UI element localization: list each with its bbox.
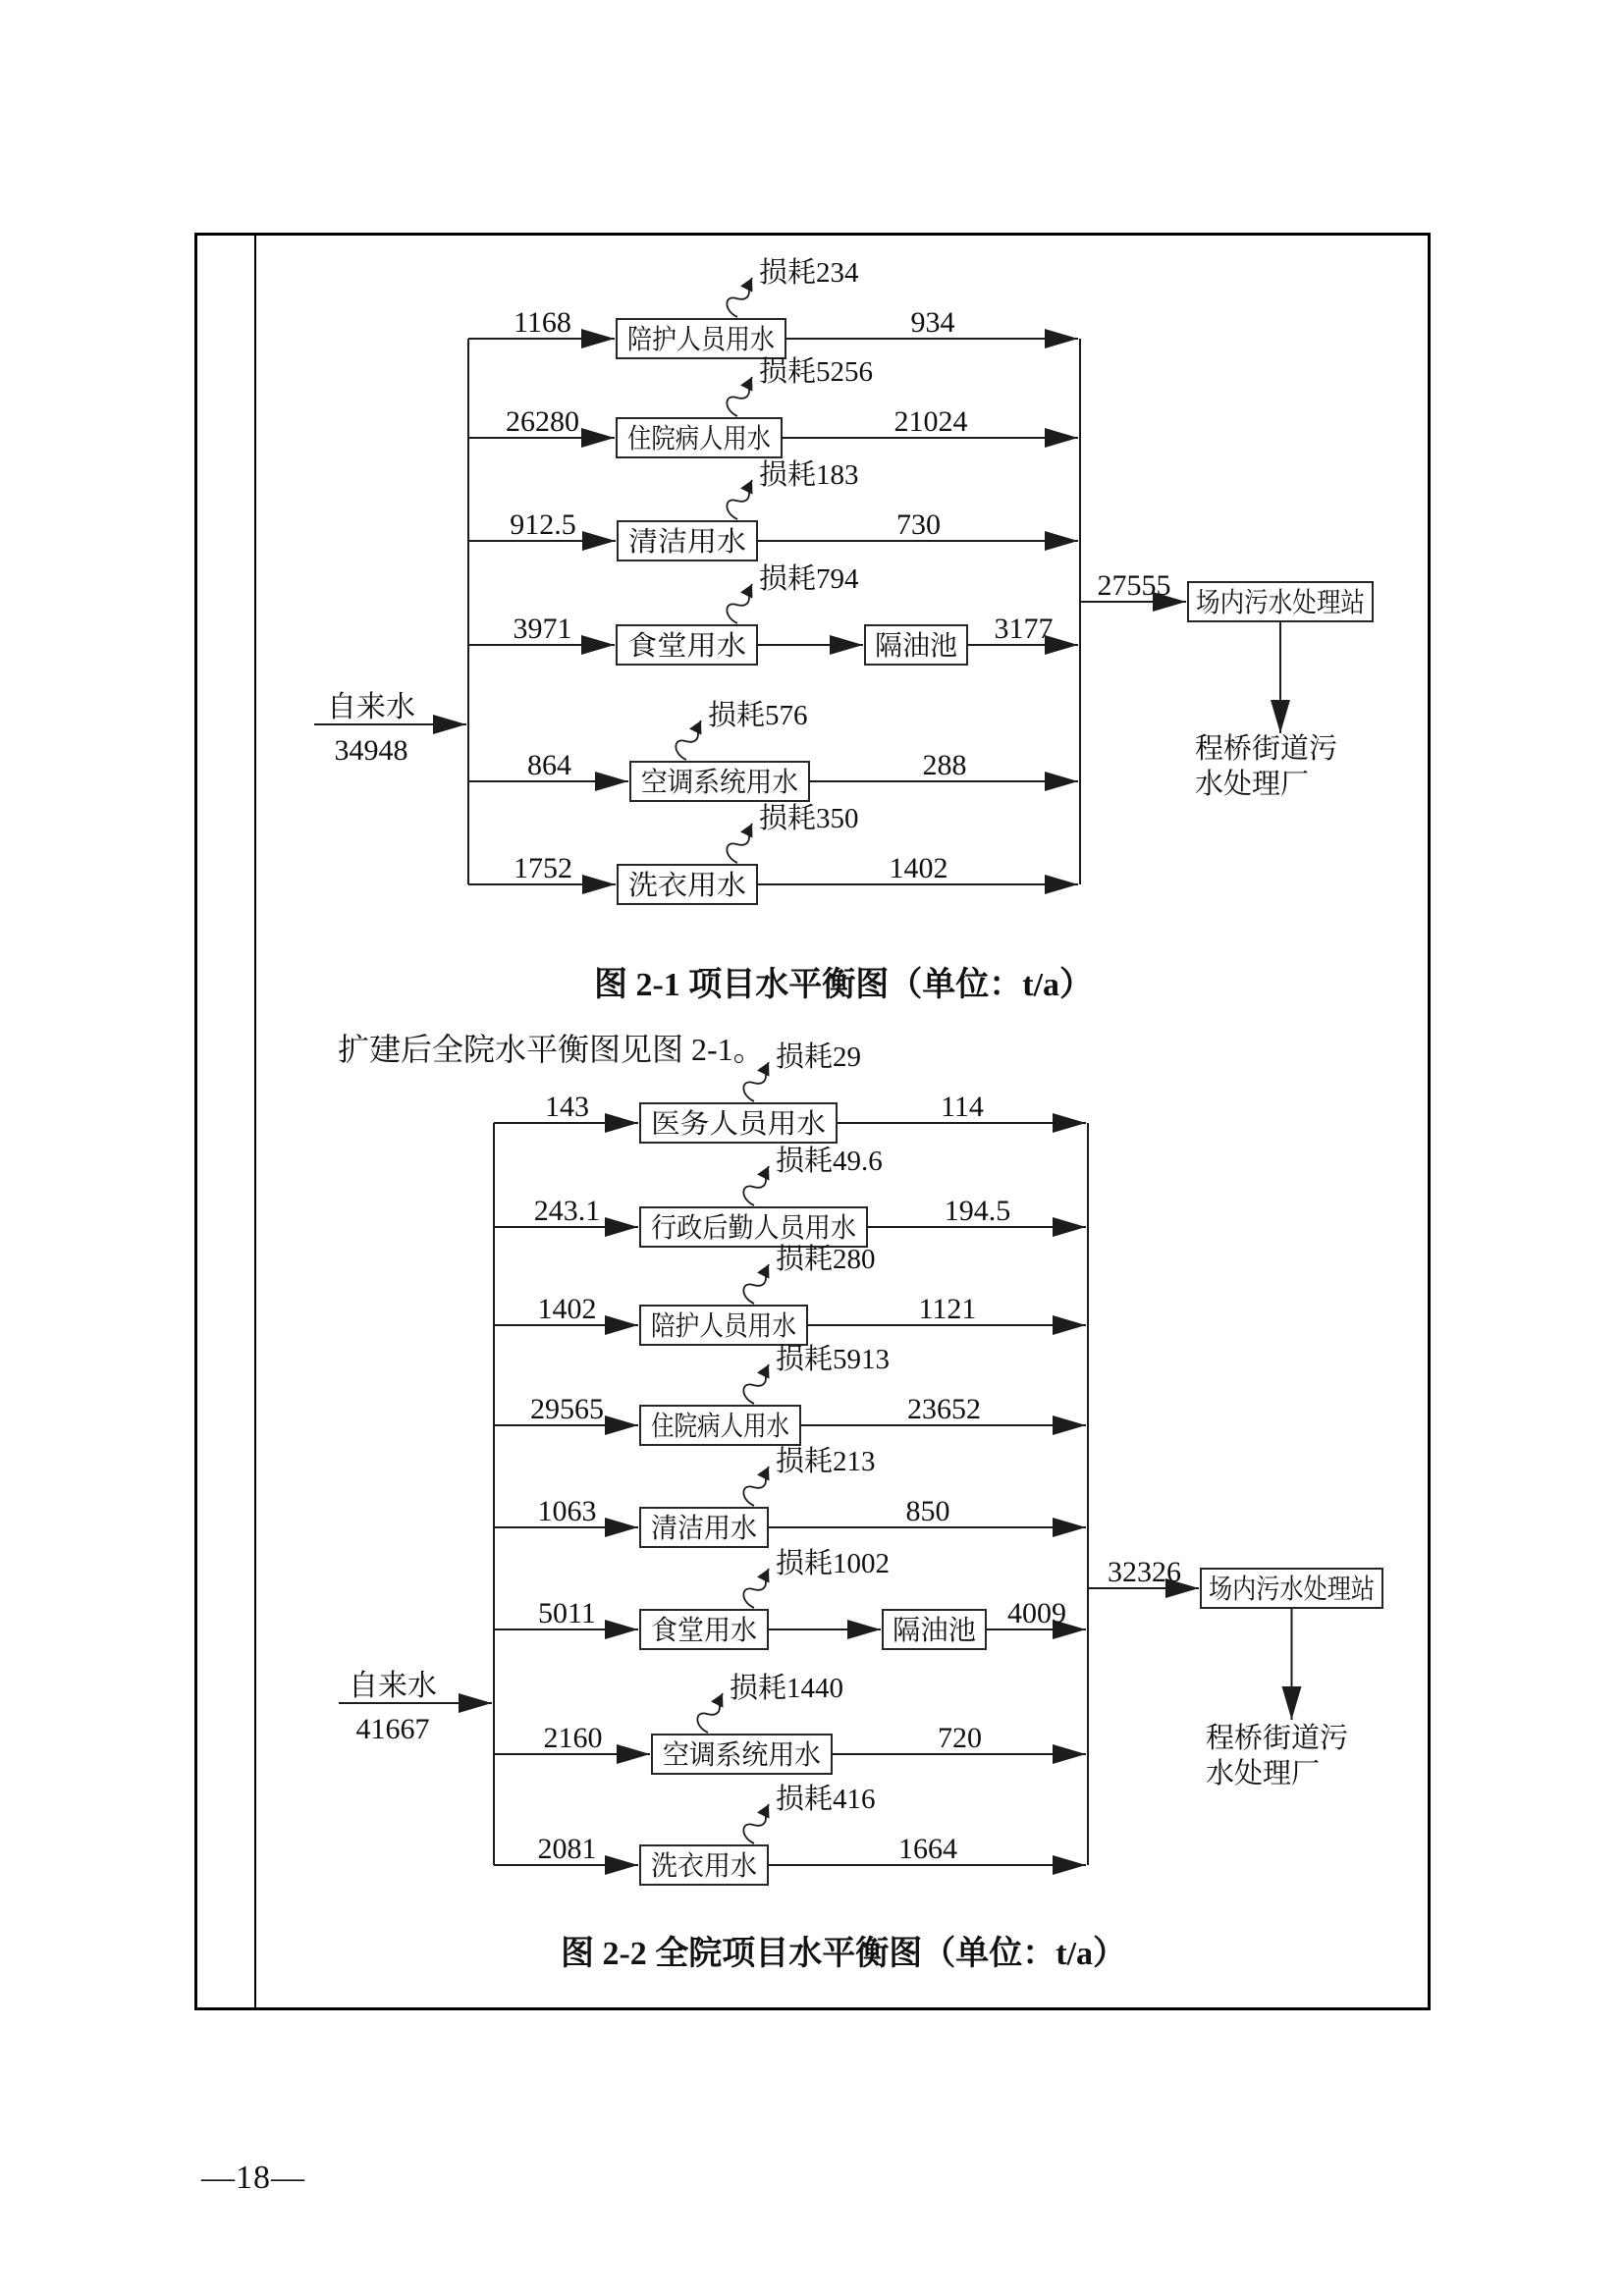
- usage-label: 住院病人用水: [627, 424, 793, 454]
- inflow-value: 864: [527, 749, 571, 781]
- usage-label: 陪护人员用水: [651, 1311, 817, 1342]
- usage-label: 洗衣用水: [651, 1851, 762, 1882]
- outflow-value: 194.5: [944, 1195, 1011, 1227]
- inflow-value: 3971: [513, 613, 572, 645]
- usage-label: 清洁用水: [628, 527, 739, 558]
- inflow-value: 1063: [537, 1495, 597, 1527]
- loss-value: 损耗5913: [776, 1344, 891, 1375]
- downstream-plant-label: 程桥街道污水处理厂: [1206, 1723, 1349, 1789]
- source-value: 41667: [355, 1713, 430, 1745]
- loss-arrow: [727, 480, 752, 519]
- flow-row: [494, 1547, 1086, 1649]
- loss-value: 损耗416: [776, 1784, 876, 1815]
- loss-arrow: [727, 377, 752, 416]
- outflow-value: 288: [922, 749, 967, 781]
- flow-row: [468, 256, 1078, 358]
- outflow-value: 720: [938, 1722, 982, 1754]
- inflow-value: 1168: [514, 306, 571, 339]
- inflow-value: 243.1: [533, 1195, 601, 1227]
- loss-value: 损耗49.6: [776, 1146, 883, 1177]
- loss-value: 损耗29: [776, 1041, 862, 1073]
- flow-row: [494, 1672, 1086, 1774]
- loss-arrow: [697, 1693, 723, 1733]
- outflow-value: 3177: [994, 613, 1054, 645]
- flow-row: [494, 1445, 1086, 1547]
- outflow-value: 934: [910, 306, 955, 339]
- treatment-station-label: 场内污水处理站: [1196, 588, 1389, 618]
- figure-2-2-diagram: [339, 1041, 1402, 1885]
- inflow-value: 1752: [514, 852, 572, 884]
- loss-arrow: [743, 1364, 769, 1404]
- grease-trap-label: 隔油池: [893, 1616, 976, 1646]
- loss-arrow: [743, 1569, 769, 1608]
- usage-label: 食堂用水: [651, 1616, 762, 1646]
- inflow-value: 2160: [543, 1722, 603, 1754]
- loss-arrow: [727, 278, 752, 317]
- page-number: —18—: [201, 2160, 305, 2196]
- total-outflow-value: 32326: [1108, 1556, 1181, 1588]
- loss-value: 损耗234: [759, 257, 859, 289]
- flow-row: [494, 1243, 1086, 1345]
- figure-2-1-caption: 图 2-1 项目水平衡图（单位：t/a）: [593, 967, 1094, 1003]
- usage-label: 清洁用水: [651, 1514, 762, 1544]
- outflow-value: 1121: [918, 1293, 977, 1325]
- usage-label: 洗衣用水: [628, 871, 739, 901]
- outflow-value: 21024: [893, 405, 968, 438]
- loss-value: 损耗280: [776, 1244, 876, 1275]
- outflow-value: 23652: [907, 1393, 981, 1425]
- usage-label: 陪护人员用水: [627, 325, 793, 355]
- flow-row: [468, 699, 1078, 801]
- figure-2-2-caption: 图 2-2 全院项目水平衡图（单位：t/a）: [560, 1936, 1127, 1972]
- inflow-value: 26280: [506, 405, 579, 438]
- flow-row: [494, 1145, 1086, 1247]
- flow-row: [468, 802, 1078, 904]
- usage-label: 食堂用水: [627, 631, 738, 662]
- usage-label: 住院病人用水: [651, 1412, 817, 1442]
- outflow-value: 114: [941, 1091, 984, 1123]
- inflow-value: 5011: [538, 1597, 596, 1629]
- outflow-value: 730: [896, 508, 941, 541]
- flow-row: [494, 1783, 1086, 1885]
- inflow-value: 912.5: [510, 508, 576, 541]
- loss-arrow: [727, 584, 752, 623]
- figure-2-1-diagram: [314, 256, 1389, 904]
- note-text: 扩建后全院水平衡图见图 2-1。: [338, 1032, 765, 1067]
- loss-arrow: [743, 1467, 769, 1506]
- loss-value: 损耗5256: [759, 356, 874, 388]
- loss-arrow: [743, 1166, 769, 1205]
- loss-value: 损耗213: [776, 1446, 876, 1477]
- loss-value: 损耗576: [708, 700, 808, 731]
- inflow-value: 143: [545, 1091, 589, 1123]
- total-outflow-value: 27555: [1097, 569, 1171, 602]
- loss-value: 损耗1440: [730, 1673, 844, 1704]
- outflow-value: 850: [905, 1495, 950, 1527]
- flow-row: [468, 355, 1078, 457]
- source-label: 自来水: [349, 1670, 437, 1702]
- inflow-value: 1402: [537, 1293, 597, 1325]
- flow-row: [494, 1343, 1086, 1445]
- usage-label: 空调系统用水: [663, 1740, 829, 1771]
- grease-trap-label: 隔油池: [875, 631, 958, 662]
- source-value: 34948: [334, 734, 408, 767]
- outflow-value: 1664: [898, 1833, 957, 1865]
- inflow-value: 29565: [530, 1393, 604, 1425]
- usage-label: 行政后勤人员用水: [651, 1213, 872, 1244]
- loss-value: 损耗183: [759, 459, 859, 491]
- loss-arrow: [743, 1804, 769, 1843]
- flow-row: [468, 562, 1078, 665]
- loss-value: 损耗1002: [776, 1548, 891, 1579]
- source-label: 自来水: [327, 691, 415, 723]
- usage-label: 医务人员用水: [651, 1109, 817, 1140]
- treatment-station-label: 场内污水处理站: [1209, 1575, 1402, 1605]
- loss-arrow: [727, 824, 752, 863]
- inflow-value: 2081: [537, 1833, 597, 1865]
- flow-row: [468, 458, 1078, 561]
- loss-arrow: [676, 721, 701, 760]
- loss-arrow: [743, 1264, 769, 1304]
- outflow-value: 4009: [1007, 1597, 1066, 1629]
- outflow-value: 1402: [889, 852, 948, 884]
- downstream-plant-label: 程桥街道污水处理厂: [1195, 733, 1338, 800]
- loss-value: 损耗350: [759, 803, 859, 834]
- loss-value: 损耗794: [759, 563, 859, 595]
- usage-label: 空调系统用水: [641, 768, 807, 798]
